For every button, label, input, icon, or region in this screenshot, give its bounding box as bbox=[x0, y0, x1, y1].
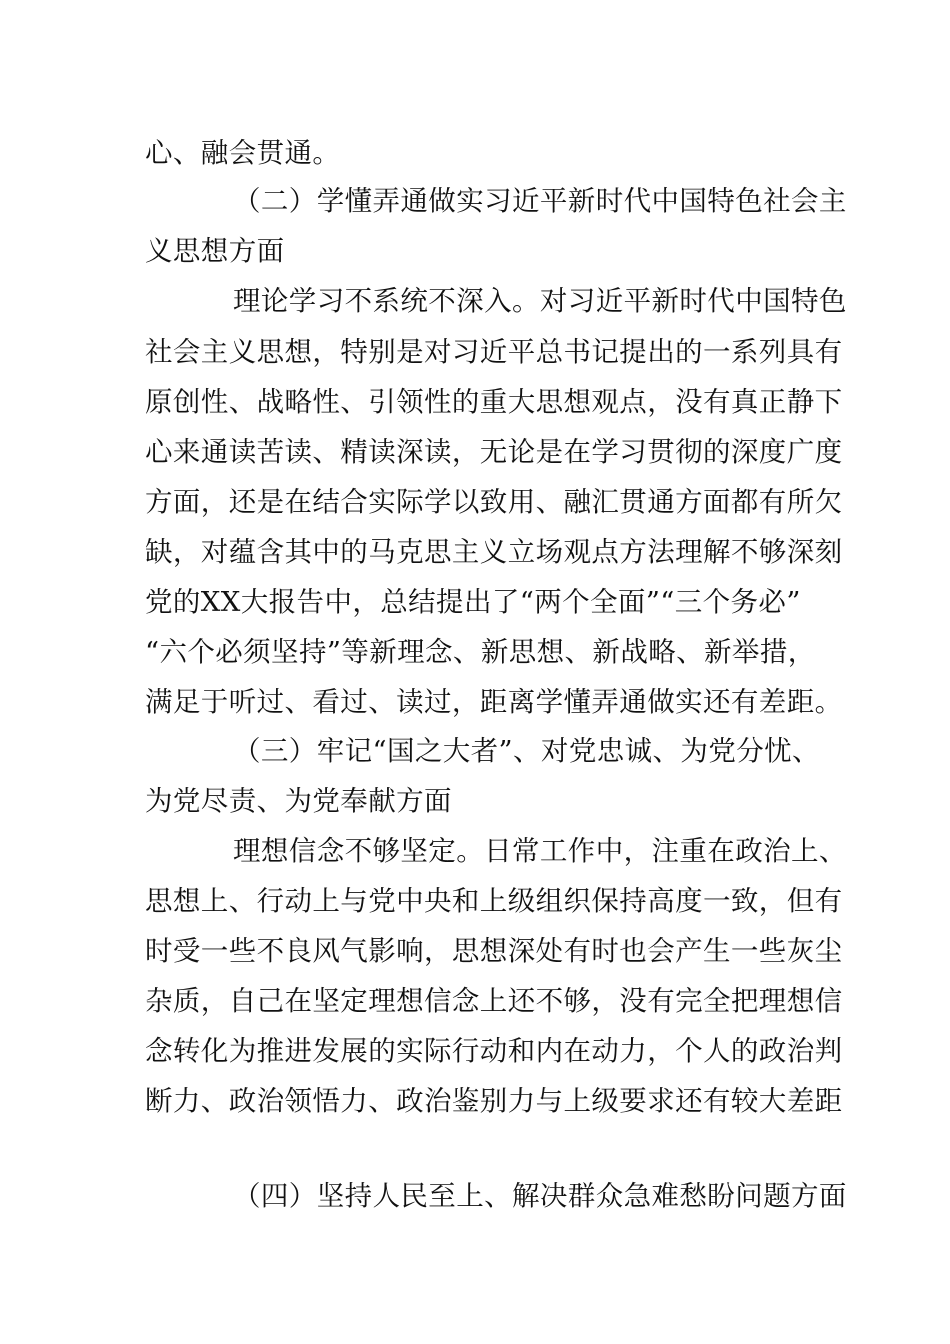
paragraph-line: 原创性、战略性、引领性的重大思想观点，没有真正静下 bbox=[145, 386, 843, 418]
section-heading-3: （三）牢记“国之大者”、对党忠诚、为党分忧、 bbox=[233, 735, 820, 767]
paragraph-line: 党的XX大报告中，总结提出了“两个全面”“三个务必” bbox=[145, 586, 801, 618]
paragraph-line: 时受一些不良风气影响，思想深处有时也会产生一些灰尘 bbox=[145, 935, 843, 967]
section-heading-2: （二）学懂弄通做实习近平新时代中国特色社会主 bbox=[233, 185, 847, 217]
paragraph-line: 理论学习不系统不深入。对习近平新时代中国特色 bbox=[233, 285, 847, 317]
section-heading-2-cont: 义思想方面 bbox=[145, 235, 285, 267]
paragraph-line: 心、融会贯通。 bbox=[145, 137, 341, 169]
section-heading-3-cont: 为党尽责、为党奉献方面 bbox=[145, 785, 452, 817]
paragraph-line: 杂质，自己在坚定理想信念上还不够，没有完全把理想信 bbox=[145, 985, 843, 1017]
paragraph-line: 社会主义思想，特别是对习近平总书记提出的一系列具有 bbox=[145, 336, 843, 368]
paragraph-line: “六个必须坚持”等新理念、新思想、新战略、新举措， bbox=[145, 636, 816, 668]
paragraph-line: 思想上、行动上与党中央和上级组织保持高度一致，但有 bbox=[145, 885, 843, 917]
paragraph-line: 方面，还是在结合实际学以致用、融汇贯通方面都有所欠 bbox=[145, 486, 843, 518]
paragraph-line: 念转化为推进发展的实际行动和内在动力，个人的政治判 bbox=[145, 1035, 843, 1067]
paragraph-line: 缺，对蕴含其中的马克思主义立场观点方法理解不够深刻 bbox=[145, 536, 843, 568]
section-heading-4: （四）坚持人民至上、解决群众急难愁盼问题方面 bbox=[233, 1180, 847, 1212]
paragraph-line: 理想信念不够坚定。日常工作中，注重在政治上、 bbox=[233, 835, 847, 867]
paragraph-line: 满足于听过、看过、读过，距离学懂弄通做实还有差距。 bbox=[145, 686, 843, 718]
paragraph-line: 断力、政治领悟力、政治鉴别力与上级要求还有较大差距 bbox=[145, 1085, 843, 1117]
paragraph-line: 心来通读苦读、精读深读，无论是在学习贯彻的深度广度 bbox=[145, 436, 843, 468]
